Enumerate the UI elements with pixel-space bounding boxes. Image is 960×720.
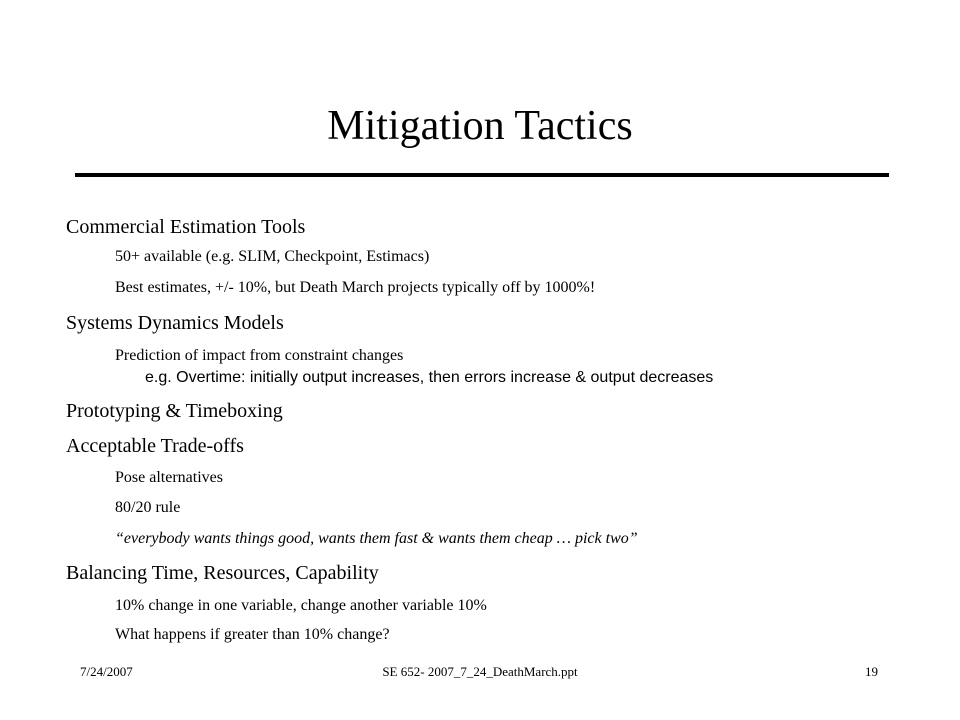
bullet-prototyping-timeboxing: Prototyping & Timeboxing bbox=[66, 400, 283, 422]
sub-bullet-best-estimates: Best estimates, +/- 10%, but Death March projects typically off by 1000%! bbox=[115, 279, 596, 296]
bullet-commercial-estimation-tools: Commercial Estimation Tools bbox=[66, 216, 306, 238]
sub-bullet-greater-than-ten-percent: What happens if greater than 10% change? bbox=[115, 626, 390, 643]
footer-page-number: 19 bbox=[865, 664, 878, 679]
title-divider bbox=[75, 173, 889, 177]
footer-date: 7/24/2007 bbox=[80, 664, 133, 679]
sub-bullet-available-tools: 50+ available (e.g. SLIM, Checkpoint, Estimacs) bbox=[115, 248, 430, 265]
bullet-acceptable-trade-offs: Acceptable Trade-offs bbox=[66, 435, 244, 457]
sub-bullet-80-20-rule: 80/20 rule bbox=[115, 499, 181, 516]
slide-title: Mitigation Tactics bbox=[327, 103, 633, 149]
sub-bullet-ten-percent-change: 10% change in one variable, change another variable 10% bbox=[115, 597, 487, 614]
sub-bullet-pose-alternatives: Pose alternatives bbox=[115, 469, 223, 486]
bullet-systems-dynamics-models: Systems Dynamics Models bbox=[66, 312, 284, 334]
footer-filename: SE 652- 2007_7_24_DeathMarch.ppt bbox=[382, 664, 578, 679]
sub-sub-bullet-overtime-example: e.g. Overtime: initially output increases, then errors increase & output decreases bbox=[145, 369, 714, 386]
sub-bullet-prediction-of-impact: Prediction of impact from constraint changes bbox=[115, 347, 404, 364]
sub-bullet-pick-two-quote: “everybody wants things good, wants them fast & wants them cheap … pick two” bbox=[115, 530, 638, 547]
bullet-balancing-time-resources: Balancing Time, Resources, Capability bbox=[66, 562, 379, 584]
